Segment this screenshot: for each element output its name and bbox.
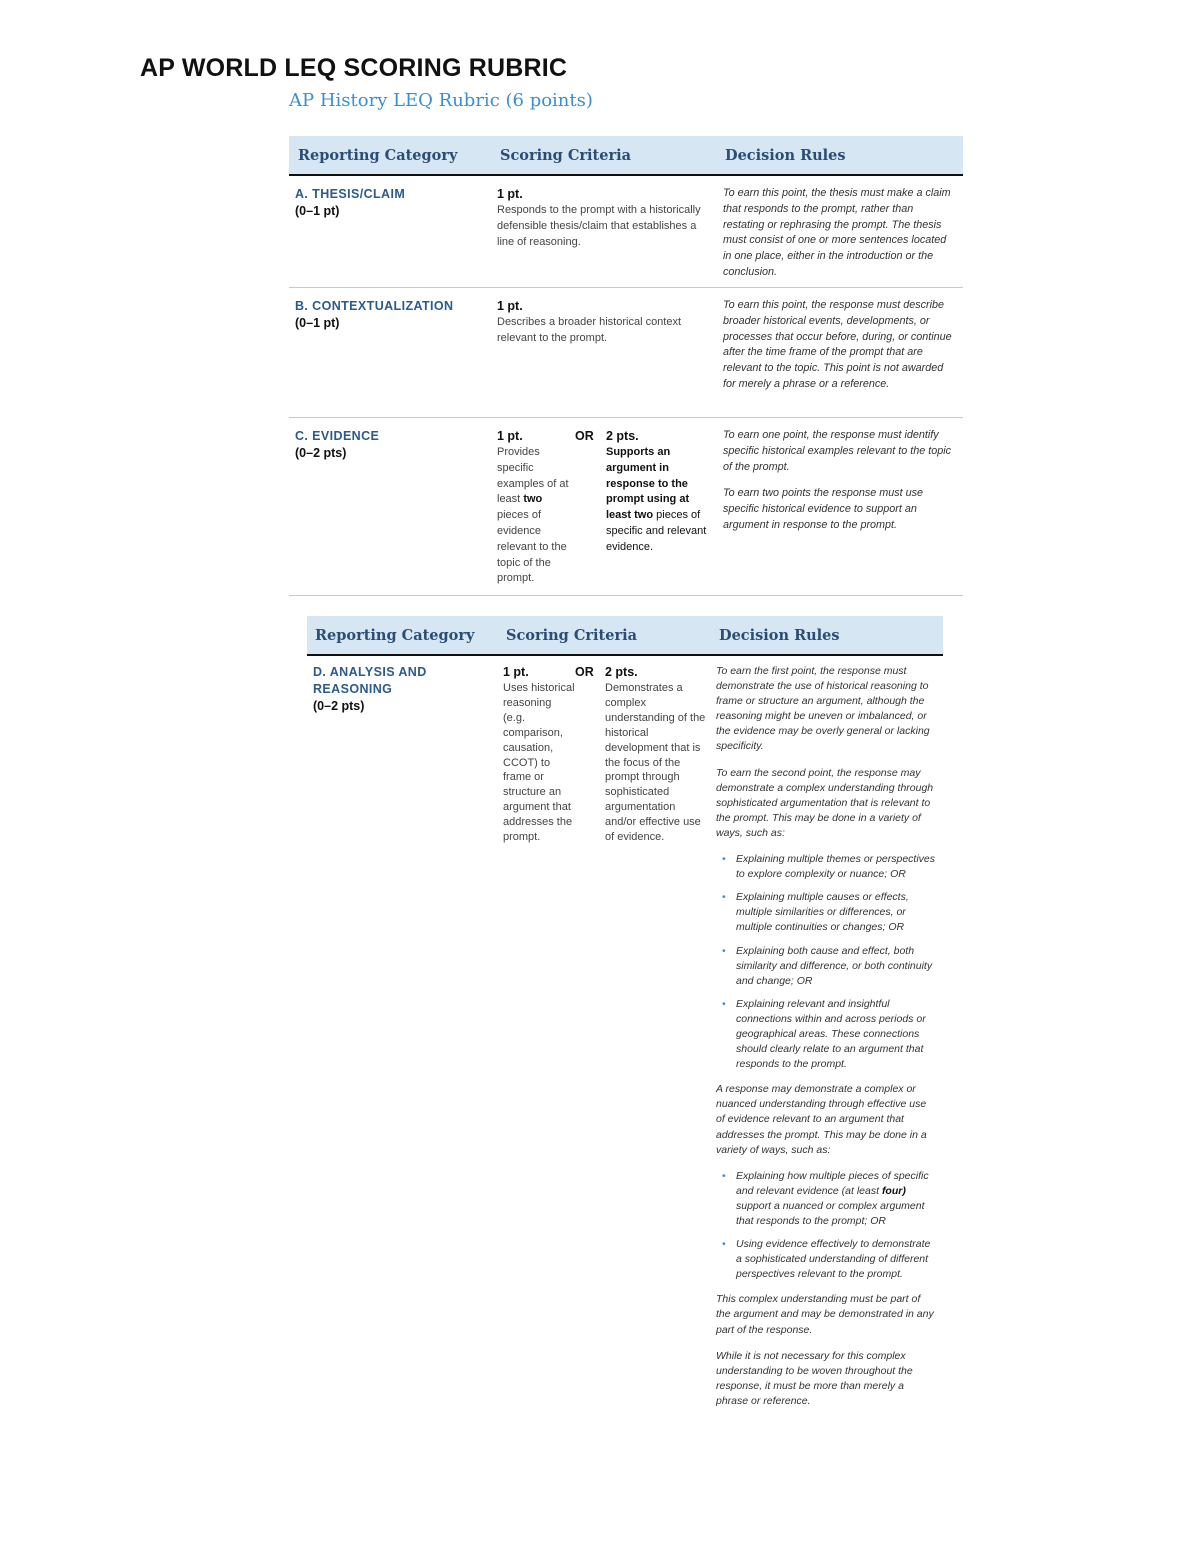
row-analysis-reasoning: [307, 656, 943, 1420]
rule-text: While it is not necessary for this complex understanding to be woven throughout the response, it must be more than merely a phrase or reference.: [716, 1349, 913, 1407]
rule-bullet: [736, 1169, 937, 1229]
header-criteria: Scoring Criteria: [500, 146, 632, 164]
rule-bullet-list: [716, 852, 937, 1072]
rubric-table-2: [307, 616, 943, 1420]
category-cell: [307, 664, 498, 1420]
rule-bullet: • Explaining both cause and effect, both similarity and difference, or both continuity and change; OR: [736, 944, 937, 989]
category-name: D. ANALYSIS AND: [313, 665, 427, 679]
header-category: Reporting Category: [315, 626, 475, 644]
category-points: (0–2 pts): [313, 699, 365, 713]
criteria-points: 1 pt.: [503, 665, 529, 679]
row-contextualization: [289, 288, 963, 418]
rule-cell: [716, 428, 963, 595]
criteria-text-part: pieces of evidence relevant to the topic of the prompt.: [497, 509, 567, 585]
criteria-text: [606, 445, 711, 556]
rule-bullet-list: [716, 1169, 937, 1283]
criteria-points: 2 pts.: [606, 429, 639, 443]
rule-text: This complex understanding must be part of the argument and may be demonstrated in any part of the response.: [716, 1293, 934, 1336]
criteria-cell: [491, 186, 716, 287]
rule-cell: [710, 664, 943, 1420]
criteria-text: [497, 445, 575, 587]
rule-bullet: • Using evidence effectively to demonstrate a sophisticated understanding of different perspectives relevant to the prompt.: [736, 1237, 937, 1282]
header-rules: Decision Rules: [719, 626, 840, 644]
rule-bullet: • Explaining multiple themes or perspectives to explore complexity or nuance; OR: [736, 852, 937, 882]
category-name: C. EVIDENCE: [295, 429, 380, 443]
category-name: B. CONTEXTUALIZATION: [295, 299, 454, 313]
category-points: (0–2 pts): [295, 446, 347, 460]
rule-cell: [716, 186, 963, 287]
rule-bullet-part: Explaining how multiple pieces of specific and relevant evidence (at least: [736, 1169, 929, 1197]
table-header: [307, 616, 943, 656]
rule-bullet-part: support a nuanced or complex argument that responds to the prompt; OR: [736, 1199, 925, 1227]
header-rules: Decision Rules: [725, 146, 846, 164]
criteria-points: 1 pt.: [497, 429, 523, 443]
rule-bullet: • Explaining multiple causes or effects, multiple similarities or differences, or multiple continuities or changes; OR: [736, 890, 937, 935]
criteria-points: 1 pt.: [497, 299, 523, 313]
document-subtitle: AP History LEQ Rubric (6 points): [289, 90, 593, 111]
criteria-text-part: Supports an argument in response to the prompt using at least: [606, 446, 690, 522]
rule-text: A response may demonstrate a complex or nuanced understanding through effective use of evidence relevant to an argument that addresses the prompt. This may be done in a variety of ways, such as:: [716, 1083, 927, 1156]
category-points: (0–1 pt): [295, 204, 340, 218]
rule-text: To earn two points the response must use specific historical evidence to support an argument in response to the prompt.: [723, 487, 924, 531]
rule-text: To earn the second point, the response may demonstrate a complex understanding through sophisticated argumentation that is relevant to the prompt. This may be done in a variety of ways, such as:: [716, 766, 934, 839]
category-cell: [289, 428, 491, 595]
criteria-cell: [498, 664, 710, 1420]
criteria-cell: [491, 298, 716, 417]
rule-text: To earn one point, the response must identify specific historical examples relevant to the topic of the prompt.: [723, 429, 952, 473]
row-evidence: [289, 418, 963, 596]
row-thesis: [289, 176, 963, 288]
rule-bullet: • Explaining relevant and insightful connections within and across periods or geographical areas. These connections should clearly relate to an argument that responds to the prompt.: [736, 997, 937, 1072]
rule-text: To earn the first point, the response must demonstrate the use of historical reasoning to frame or structure an argument, although the reasoning might be uneven or imbalanced, or the evidence may be overly general or lacking specificity.: [716, 665, 930, 753]
rubric-table-1: [289, 136, 963, 596]
or-label: OR: [575, 665, 594, 679]
category-cell: [289, 298, 491, 417]
category-cell: [289, 186, 491, 287]
criteria-text: Demonstrates a complex understanding of the historical development that is the focus of the prompt through sophisticated argumentation and/or effective use of evidence.: [605, 682, 706, 844]
criteria-cell: [491, 428, 716, 595]
rule-bullet-emphasis: four): [881, 1184, 906, 1197]
criteria-text: Uses historical reasoning (e.g. comparison, causation, CCOT) to frame or structure an argument that addresses the prompt.: [503, 682, 575, 844]
document-title: AP WORLD LEQ SCORING RUBRIC: [140, 54, 568, 82]
criteria-two-points: [605, 664, 707, 1420]
criteria-text: Describes a broader historical context relevant to the prompt.: [497, 316, 682, 344]
header-category: Reporting Category: [298, 146, 458, 164]
criteria-text-emphasis: two: [634, 509, 654, 522]
category-name-continued: REASONING: [313, 682, 393, 696]
criteria-one-point: [497, 428, 575, 595]
category-name: A. THESIS/CLAIM: [295, 187, 406, 201]
rule-cell: [716, 298, 963, 417]
header-criteria: Scoring Criteria: [506, 626, 638, 644]
rule-text: To earn this point, the thesis must make a claim that responds to the prompt, rather than restating or rephrasing the prompt. The thesis must consist of one or more sentences located in one place, either in the introduction or the conclusion.: [723, 187, 951, 278]
rule-text: To earn this point, the response must describe broader historical events, developments, or processes that occur before, during, or continue after the time frame of the prompt that are relevant to the topic. This point is not awarded for merely a phrase or a reference.: [723, 299, 952, 390]
criteria-points: 2 pts.: [605, 665, 638, 679]
criteria-text-part: Provides specific examples of at least: [497, 446, 569, 506]
table-header: [289, 136, 963, 176]
criteria-text-part: pieces of specific and relevant evidence.: [606, 509, 707, 553]
or-label: OR: [575, 429, 594, 443]
criteria-one-point: [503, 664, 575, 1420]
category-points: (0–1 pt): [295, 316, 340, 330]
criteria-text: Responds to the prompt with a historically defensible thesis/claim that establishes a line of reasoning.: [497, 204, 701, 248]
criteria-two-points: [606, 428, 711, 595]
criteria-text-emphasis: two: [523, 493, 543, 506]
criteria-points: 1 pt.: [497, 187, 523, 201]
